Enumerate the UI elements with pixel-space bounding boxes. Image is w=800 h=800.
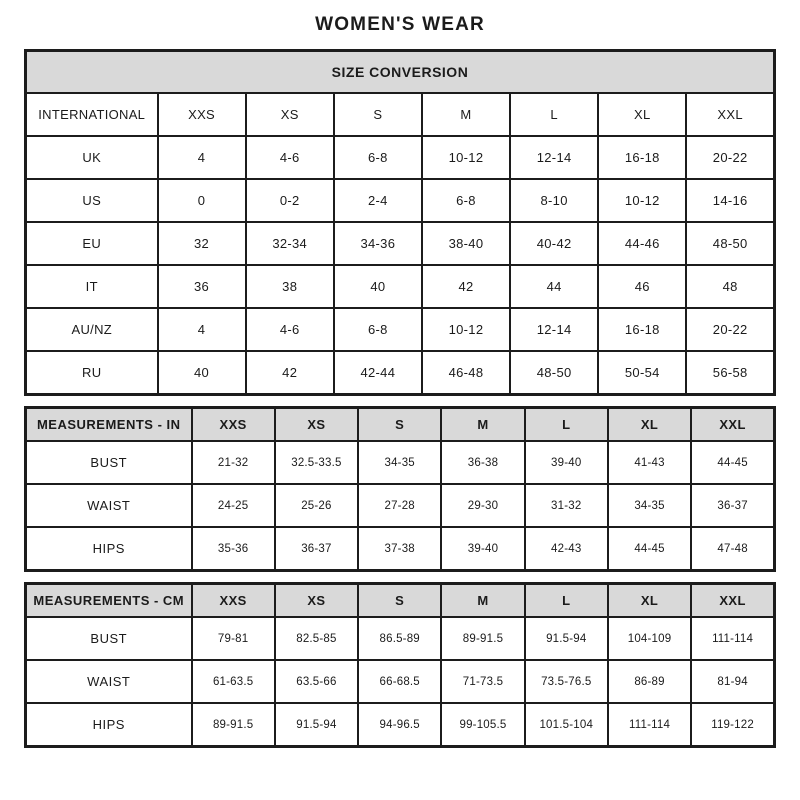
value-cell: 42-44 (334, 351, 422, 395)
value-cell: 44-46 (598, 222, 686, 265)
value-cell: 79-81 (192, 617, 275, 660)
row-label: BUST (26, 441, 192, 484)
row-label: RU (26, 351, 158, 395)
value-cell: 91.5-94 (525, 617, 608, 660)
value-cell: 16-18 (598, 136, 686, 179)
value-cell: 44-45 (608, 527, 691, 571)
value-cell: 82.5-85 (275, 617, 358, 660)
value-cell: 32 (158, 222, 246, 265)
value-cell: 47-48 (691, 527, 774, 571)
table-row (26, 308, 775, 351)
value-cell: 21-32 (192, 441, 275, 484)
value-cell: 111-114 (608, 703, 691, 747)
column-header: XXS (158, 93, 246, 136)
value-cell: 44 (510, 265, 598, 308)
value-cell: 50-54 (598, 351, 686, 395)
table-row (26, 222, 775, 265)
column-header: XXS (192, 408, 275, 442)
column-header: S (334, 93, 422, 136)
row-label: HIPS (26, 527, 192, 571)
value-cell: 61-63.5 (192, 660, 275, 703)
column-header: XL (608, 408, 691, 442)
value-cell: 41-43 (608, 441, 691, 484)
value-cell: 36-37 (275, 527, 358, 571)
value-cell: 81-94 (691, 660, 774, 703)
row-label: UK (26, 136, 158, 179)
value-cell: 101.5-104 (525, 703, 608, 747)
value-cell: 20-22 (686, 136, 774, 179)
value-cell: 32-34 (246, 222, 334, 265)
table-title: SIZE CONVERSION (26, 51, 775, 94)
value-cell: 48 (686, 265, 774, 308)
value-cell: 12-14 (510, 308, 598, 351)
table-title-row (26, 51, 775, 94)
value-cell: 31-32 (525, 484, 608, 527)
value-cell: 24-25 (192, 484, 275, 527)
value-cell: 0 (158, 179, 246, 222)
column-header: XS (246, 93, 334, 136)
value-cell: 48-50 (686, 222, 774, 265)
table-row (26, 660, 775, 703)
value-cell: 10-12 (422, 136, 510, 179)
table-row (26, 484, 775, 527)
value-cell: 104-109 (608, 617, 691, 660)
value-cell: 4 (158, 308, 246, 351)
value-cell: 40-42 (510, 222, 598, 265)
row-axis-header: MEASUREMENTS - CM (26, 584, 192, 618)
value-cell: 40 (334, 265, 422, 308)
value-cell: 71-73.5 (441, 660, 524, 703)
value-cell: 20-22 (686, 308, 774, 351)
value-cell: 2-4 (334, 179, 422, 222)
value-cell: 40 (158, 351, 246, 395)
value-cell: 6-8 (334, 136, 422, 179)
value-cell: 32.5-33.5 (275, 441, 358, 484)
value-cell: 27-28 (358, 484, 441, 527)
value-cell: 37-38 (358, 527, 441, 571)
value-cell: 6-8 (422, 179, 510, 222)
column-header: XS (275, 408, 358, 442)
value-cell: 66-68.5 (358, 660, 441, 703)
value-cell: 6-8 (334, 308, 422, 351)
value-cell: 38-40 (422, 222, 510, 265)
column-header: XXL (691, 408, 774, 442)
column-header: S (358, 584, 441, 618)
table-row (26, 703, 775, 747)
table-row (26, 265, 775, 308)
value-cell: 12-14 (510, 136, 598, 179)
row-label: HIPS (26, 703, 192, 747)
value-cell: 42 (246, 351, 334, 395)
value-cell: 4-6 (246, 136, 334, 179)
value-cell: 34-36 (334, 222, 422, 265)
row-label: AU/NZ (26, 308, 158, 351)
value-cell: 29-30 (441, 484, 524, 527)
table-row (26, 527, 775, 571)
table-row (26, 136, 775, 179)
row-label: US (26, 179, 158, 222)
measurements-in-table (24, 406, 776, 572)
row-axis-header: MEASUREMENTS - IN (26, 408, 192, 442)
table-row (26, 179, 775, 222)
column-header: XS (275, 584, 358, 618)
value-cell: 73.5-76.5 (525, 660, 608, 703)
column-header: M (441, 584, 524, 618)
value-cell: 46-48 (422, 351, 510, 395)
table-row (26, 351, 775, 395)
value-cell: 111-114 (691, 617, 774, 660)
page-title: WOMEN'S WEAR (315, 14, 485, 35)
column-header: XL (598, 93, 686, 136)
value-cell: 8-10 (510, 179, 598, 222)
value-cell: 56-58 (686, 351, 774, 395)
value-cell: 16-18 (598, 308, 686, 351)
column-header: XXL (691, 584, 774, 618)
table-row (26, 617, 775, 660)
value-cell: 36 (158, 265, 246, 308)
value-cell: 4 (158, 136, 246, 179)
value-cell: 25-26 (275, 484, 358, 527)
column-header: L (525, 584, 608, 618)
value-cell: 48-50 (510, 351, 598, 395)
value-cell: 39-40 (525, 441, 608, 484)
column-header: XXS (192, 584, 275, 618)
value-cell: 42-43 (525, 527, 608, 571)
value-cell: 119-122 (691, 703, 774, 747)
table-header-row (26, 584, 775, 618)
value-cell: 89-91.5 (192, 703, 275, 747)
measurements-cm-table (24, 582, 776, 748)
column-header: L (525, 408, 608, 442)
value-cell: 0-2 (246, 179, 334, 222)
value-cell: 42 (422, 265, 510, 308)
value-cell: 86.5-89 (358, 617, 441, 660)
row-label: EU (26, 222, 158, 265)
table-header-row (26, 93, 775, 136)
value-cell: 34-35 (608, 484, 691, 527)
row-axis-header: INTERNATIONAL (26, 93, 158, 136)
value-cell: 34-35 (358, 441, 441, 484)
value-cell: 63.5-66 (275, 660, 358, 703)
size-conversion-table (24, 49, 776, 396)
column-header: M (422, 93, 510, 136)
row-label: WAIST (26, 484, 192, 527)
table-row (26, 441, 775, 484)
value-cell: 10-12 (422, 308, 510, 351)
value-cell: 36-38 (441, 441, 524, 484)
value-cell: 91.5-94 (275, 703, 358, 747)
column-header: L (510, 93, 598, 136)
row-label: IT (26, 265, 158, 308)
row-label: BUST (26, 617, 192, 660)
value-cell: 35-36 (192, 527, 275, 571)
table-header-row (26, 408, 775, 442)
column-header: M (441, 408, 524, 442)
row-label: WAIST (26, 660, 192, 703)
column-header: S (358, 408, 441, 442)
column-header: XXL (686, 93, 774, 136)
value-cell: 99-105.5 (441, 703, 524, 747)
value-cell: 14-16 (686, 179, 774, 222)
value-cell: 86-89 (608, 660, 691, 703)
value-cell: 94-96.5 (358, 703, 441, 747)
value-cell: 36-37 (691, 484, 774, 527)
value-cell: 39-40 (441, 527, 524, 571)
value-cell: 44-45 (691, 441, 774, 484)
column-header: XL (608, 584, 691, 618)
value-cell: 4-6 (246, 308, 334, 351)
value-cell: 89-91.5 (441, 617, 524, 660)
value-cell: 10-12 (598, 179, 686, 222)
value-cell: 38 (246, 265, 334, 308)
value-cell: 46 (598, 265, 686, 308)
